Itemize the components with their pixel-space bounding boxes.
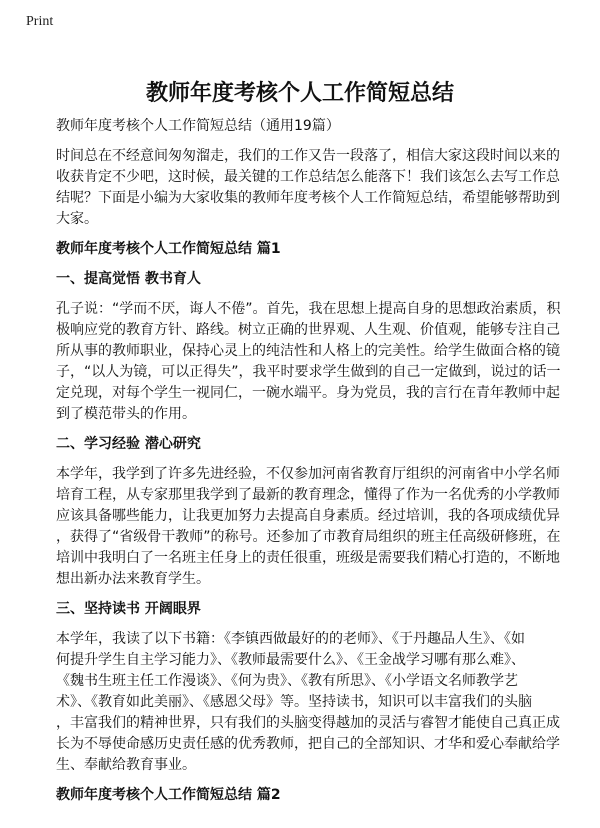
text-line: 应该具备哪些能力，让我更加努力去提高自身素质。经过培训，我的各项成绩优异 (56, 508, 560, 524)
text-line: 结呢？下面是小编为大家收集的教师年度考核个人工作简短总结，希望能够帮助到 (56, 190, 560, 206)
text-line: 培育工程，从专家那里我学到了最新的教育理念，懂得了作为一名优秀的小学教师 (56, 487, 560, 503)
text-line: 收获肯定不少吧，这时候，最关键的工作总结怎么能落下！我们该怎么去写工作总 (56, 169, 560, 185)
section-2-heading (56, 434, 566, 455)
text-line: 术》、《教育如此美丽》、《感恩父母》等。坚持读书，知识可以丰富我们的头脑 (56, 694, 532, 710)
article-2-heading-text: 教师年度考核个人工作简短总结 篇2 (56, 787, 281, 803)
section-1-heading (56, 269, 566, 290)
text-line: 孔子说：“学而不厌，诲人不倦”。首先，我在思想上提高自身的思想政治素质，积 (56, 301, 561, 317)
section-2-paragraph (56, 464, 566, 590)
text-line: 何提升学生自主学习能力》、《教师最需要什么》、《王金战学习哪有那么难》、 (56, 652, 525, 668)
text-line: 《魏书生班主任工作漫谈》、《何为贵》、《教有所思》、《小学语文名师教学艺 (56, 673, 518, 689)
article-2-heading (56, 785, 566, 806)
text-line: 大家。 (56, 211, 98, 227)
section-1-paragraph (56, 299, 566, 425)
text-line: ，丰富我们的精神世界，只有我们的头脑变得越加的灵活与睿智才能使自己真正成 (56, 715, 560, 731)
intro-paragraph (56, 146, 566, 230)
text-line: 极响应党的教育方针、路线。树立正确的世界观、人生观、价值观，能够专注自己 (56, 322, 560, 338)
text-line: ，获得了“省级骨干教师”的称号。还参加了市教育局组织的班主任高级研修班，在 (56, 529, 561, 545)
text-line: 到了模范带头的作用。 (56, 406, 196, 422)
text-line: 生、奉献给教育事业。 (56, 757, 196, 773)
text-line: 本学年，我学到了许多先进经验，不仅参加河南省教育厅组织的河南省中小学名师 (56, 466, 560, 482)
text-line: 培训中我明白了一名班主任身上的责任很重，班级是需要我们精心打造的，不断地 (56, 550, 560, 566)
text-line: 长为不辱使命感历史责任感的优秀教师，把自己的全部知识、才华和爱心奉献给学 (56, 736, 560, 752)
section-3-heading-text: 三、坚持读书 开阔眼界 (56, 601, 201, 617)
section-3-paragraph (56, 629, 566, 776)
text-line: 本学年，我读了以下书籍：《李镇西做最好的的老师》、《于丹趣品人生》、《如 (56, 631, 525, 647)
article-1-heading (56, 239, 566, 260)
print-link[interactable]: Print (26, 14, 54, 29)
text-line: 定兑现，对每个学生一视同仁，一碗水端平。身为党员，我的言行在青年教师中起 (56, 385, 560, 401)
text-line: 时间总在不经意间匆匆溜走，我们的工作又告一段落了，相信大家这段时间以来的 (56, 148, 560, 164)
section-2-heading-text: 二、学习经验 潜心研究 (56, 436, 201, 452)
subtitle-text: 教师年度考核个人工作简短总结（通用19篇） (56, 118, 340, 134)
text-line: 子，“以人为镜，可以正得失”，我平时要求学生做到的自己一定做到，说过的话一 (56, 364, 561, 380)
subtitle (56, 116, 566, 137)
text-line: 所从事的教师职业，保持心灵上的纯洁性和人格上的完美性。给学生做面合格的镜 (56, 343, 560, 359)
text-line: 想出新办法来教育学生。 (56, 571, 210, 587)
section-3-heading (56, 599, 566, 620)
page-title: 教师年度考核个人工作简短总结 (145, 81, 454, 106)
article-1-heading-text: 教师年度考核个人工作简短总结 篇1 (56, 241, 281, 257)
document-body (56, 116, 566, 815)
section-1-heading-text: 一、提高觉悟 教书育人 (56, 271, 201, 287)
